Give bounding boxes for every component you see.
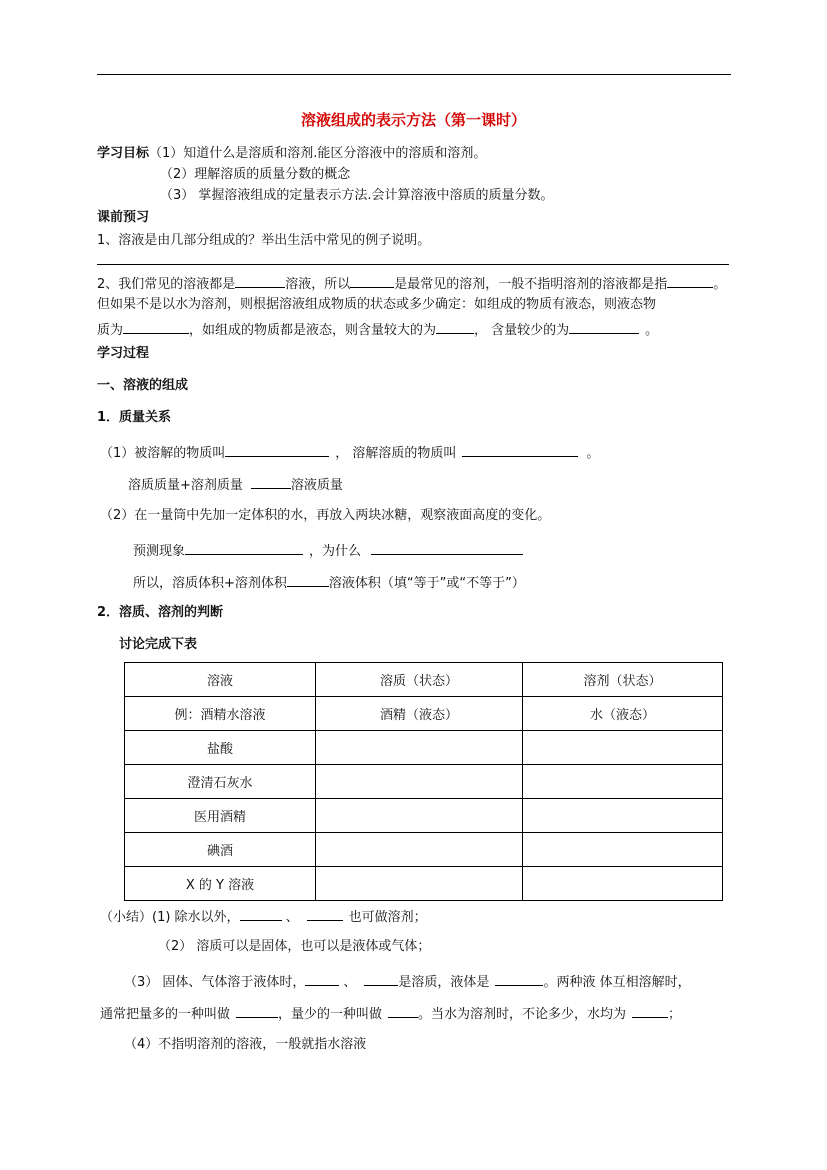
preview-question-2-line-2: 但如果不是以水为溶剂，则根据溶液组成物质的状态或多少确定：如组成的物质有液态，则液态物: [97, 297, 657, 312]
table-cell: 例：酒精水溶液: [125, 697, 316, 731]
blank-smaller-amount[interactable]: [569, 319, 639, 334]
s4-text-c: 。当水为溶剂时，不论多少，水均为: [418, 1007, 627, 1022]
mass-relation-line-2: [128, 474, 343, 495]
objectives-line-1: [97, 145, 486, 163]
q2-text-f: ，如组成的物质都是液态，则含量较大的为: [189, 323, 437, 338]
prediction-line: [133, 540, 523, 561]
header-solute: 溶质（状态）: [316, 663, 523, 697]
p2-text-b: 溶液质量: [290, 478, 343, 493]
q2-text-b: 溶液，所以: [285, 277, 351, 292]
blank-water-role[interactable]: [632, 1003, 668, 1018]
blank-less-liquid[interactable]: [388, 1003, 418, 1018]
s3-text-d: 。两种液 体互相溶解时，: [543, 975, 691, 990]
q2-text-e: 质为: [97, 323, 124, 338]
blank-volume-relation[interactable]: [287, 572, 329, 587]
s1-text-c: 也可做溶剂；: [348, 910, 427, 925]
subsection-1-heading: 1．质量关系: [97, 410, 172, 425]
section-1-heading: 一、溶液的组成: [97, 378, 189, 393]
table-cell: 水（液态）: [523, 697, 723, 731]
table-cell: X 的 Y 溶液: [125, 867, 316, 901]
p1-text-b: ， 溶解溶质的物质叫: [335, 446, 457, 461]
solution-table: [124, 662, 723, 901]
table-cell-input[interactable]: [523, 765, 723, 799]
table-cell: 医用酒精: [125, 799, 316, 833]
page-title: 溶液组成的表示方法（第一课时）: [300, 111, 526, 129]
answer-line-1[interactable]: [97, 264, 729, 265]
preview-question-1: 1、溶液是由几部分组成的？举出生活中常见的例子说明。: [97, 233, 431, 248]
blank-common-solvent[interactable]: [350, 273, 394, 288]
volume-relation-line: [133, 572, 525, 593]
summary-line-2: （2） 溶质可以是固体，也可以是液体或气体；: [158, 939, 431, 954]
s1-text-a: （小结）(1) 除水以外，: [100, 910, 240, 925]
p2-text-a: 溶质质量+溶剂质量: [128, 478, 243, 493]
process-heading: 学习过程: [97, 346, 150, 361]
preview-question-2-line-1: [97, 273, 726, 294]
table-cell-input[interactable]: [316, 765, 523, 799]
blank-default-solution[interactable]: [667, 273, 713, 288]
q2-text-h: 。: [645, 323, 659, 338]
discussion-prompt: 讨论完成下表: [119, 637, 198, 652]
table-cell-input[interactable]: [523, 833, 723, 867]
table-row: [125, 765, 723, 799]
blank-liquid-solvent[interactable]: [123, 319, 189, 334]
q2-text-d: 。: [713, 277, 727, 292]
header-rule: [97, 74, 731, 75]
table-row: [125, 731, 723, 765]
s4-text-a: 通常把量多的一种叫做: [100, 1007, 231, 1022]
blank-more-liquid[interactable]: [236, 1003, 278, 1018]
table-row: [125, 833, 723, 867]
preview-question-2-line-3: [97, 319, 658, 340]
table-cell-input[interactable]: [523, 731, 723, 765]
blank-solution-type[interactable]: [235, 273, 285, 288]
q2-text-g: ， 含量较少的为: [474, 323, 570, 338]
objective-1: （1）知道什么是溶质和溶剂.能区分溶液中的溶质和溶剂。: [149, 146, 487, 161]
subsection-2-heading: 2．溶质、溶剂的判断: [97, 605, 224, 620]
blank-other-solvent-2[interactable]: [307, 906, 343, 921]
p5-text-b: 溶液体积（填“等于”或“不等于”）: [328, 576, 525, 591]
summary-line-5: （4）不指明溶剂的溶液，一般就指水溶液: [124, 1037, 367, 1052]
header-solvent: 溶剂（状态）: [523, 663, 723, 697]
header-solution: 溶液: [125, 663, 316, 697]
blank-solute-name[interactable]: [225, 442, 329, 457]
p5-text-a: 所以，溶质体积+溶剂体积: [133, 576, 287, 591]
blank-solute-solid[interactable]: [305, 971, 339, 986]
p1-text-c: 。: [586, 446, 600, 461]
table-cell: 澄清石灰水: [125, 765, 316, 799]
table-cell-input[interactable]: [316, 833, 523, 867]
s4-text-d: ；: [668, 1007, 682, 1022]
blank-reason[interactable]: [371, 540, 523, 555]
table-cell-input[interactable]: [316, 867, 523, 901]
blank-mass-relation[interactable]: [251, 474, 291, 489]
table-row: [125, 867, 723, 901]
summary-line-3: [124, 971, 691, 992]
p4-text-a: 预测现象: [133, 544, 186, 559]
blank-solute-gas[interactable]: [364, 971, 398, 986]
s3-text-a: （3） 固体、气体溶于液体时，: [124, 975, 306, 990]
summary-line-1: [100, 906, 427, 927]
objective-2: （2）理解溶质的质量分数的概念: [160, 167, 351, 182]
p4-text-b: ，为什么: [309, 544, 362, 559]
table-row: [125, 799, 723, 833]
experiment-description: （2）在一量筒中先加一定体积的水，再放入两块冰糖，观察液面高度的变化。: [100, 508, 551, 523]
table-cell-input[interactable]: [523, 799, 723, 833]
preview-heading: 课前预习: [97, 210, 150, 225]
summary-line-4: [100, 1003, 681, 1024]
table-header-row: [125, 663, 723, 697]
q2-text-a: 2、我们常见的溶液都是: [97, 277, 236, 292]
table-cell: 酒精（液态）: [316, 697, 523, 731]
table-row: [125, 697, 723, 731]
blank-larger-amount[interactable]: [436, 319, 474, 334]
blank-other-solvent-1[interactable]: [240, 906, 282, 921]
table-cell-input[interactable]: [523, 867, 723, 901]
blank-liquid-role[interactable]: [495, 971, 543, 986]
s3-text-c: 是溶质，液体是: [398, 975, 490, 990]
objective-3: （3） 掌握溶液组成的定量表示方法.会计算溶液中溶质的质量分数。: [160, 188, 554, 203]
p1-text-a: （1）被溶解的物质叫: [100, 446, 226, 461]
s4-text-b: ，量少的一种叫做: [278, 1007, 383, 1022]
objectives-label: 学习目标: [97, 146, 150, 161]
table-cell-input[interactable]: [316, 799, 523, 833]
table-cell: 碘酒: [125, 833, 316, 867]
blank-prediction[interactable]: [185, 540, 303, 555]
q2-text-c: 是最常见的溶剂，一般不指明溶剂的溶液都是指: [394, 277, 668, 292]
s3-text-b: 、: [343, 975, 357, 990]
blank-solvent-name[interactable]: [462, 442, 578, 457]
mass-relation-line-1: [100, 442, 599, 463]
s1-text-b: 、: [285, 910, 299, 925]
table-cell-input[interactable]: [316, 731, 523, 765]
table-cell: 盐酸: [125, 731, 316, 765]
